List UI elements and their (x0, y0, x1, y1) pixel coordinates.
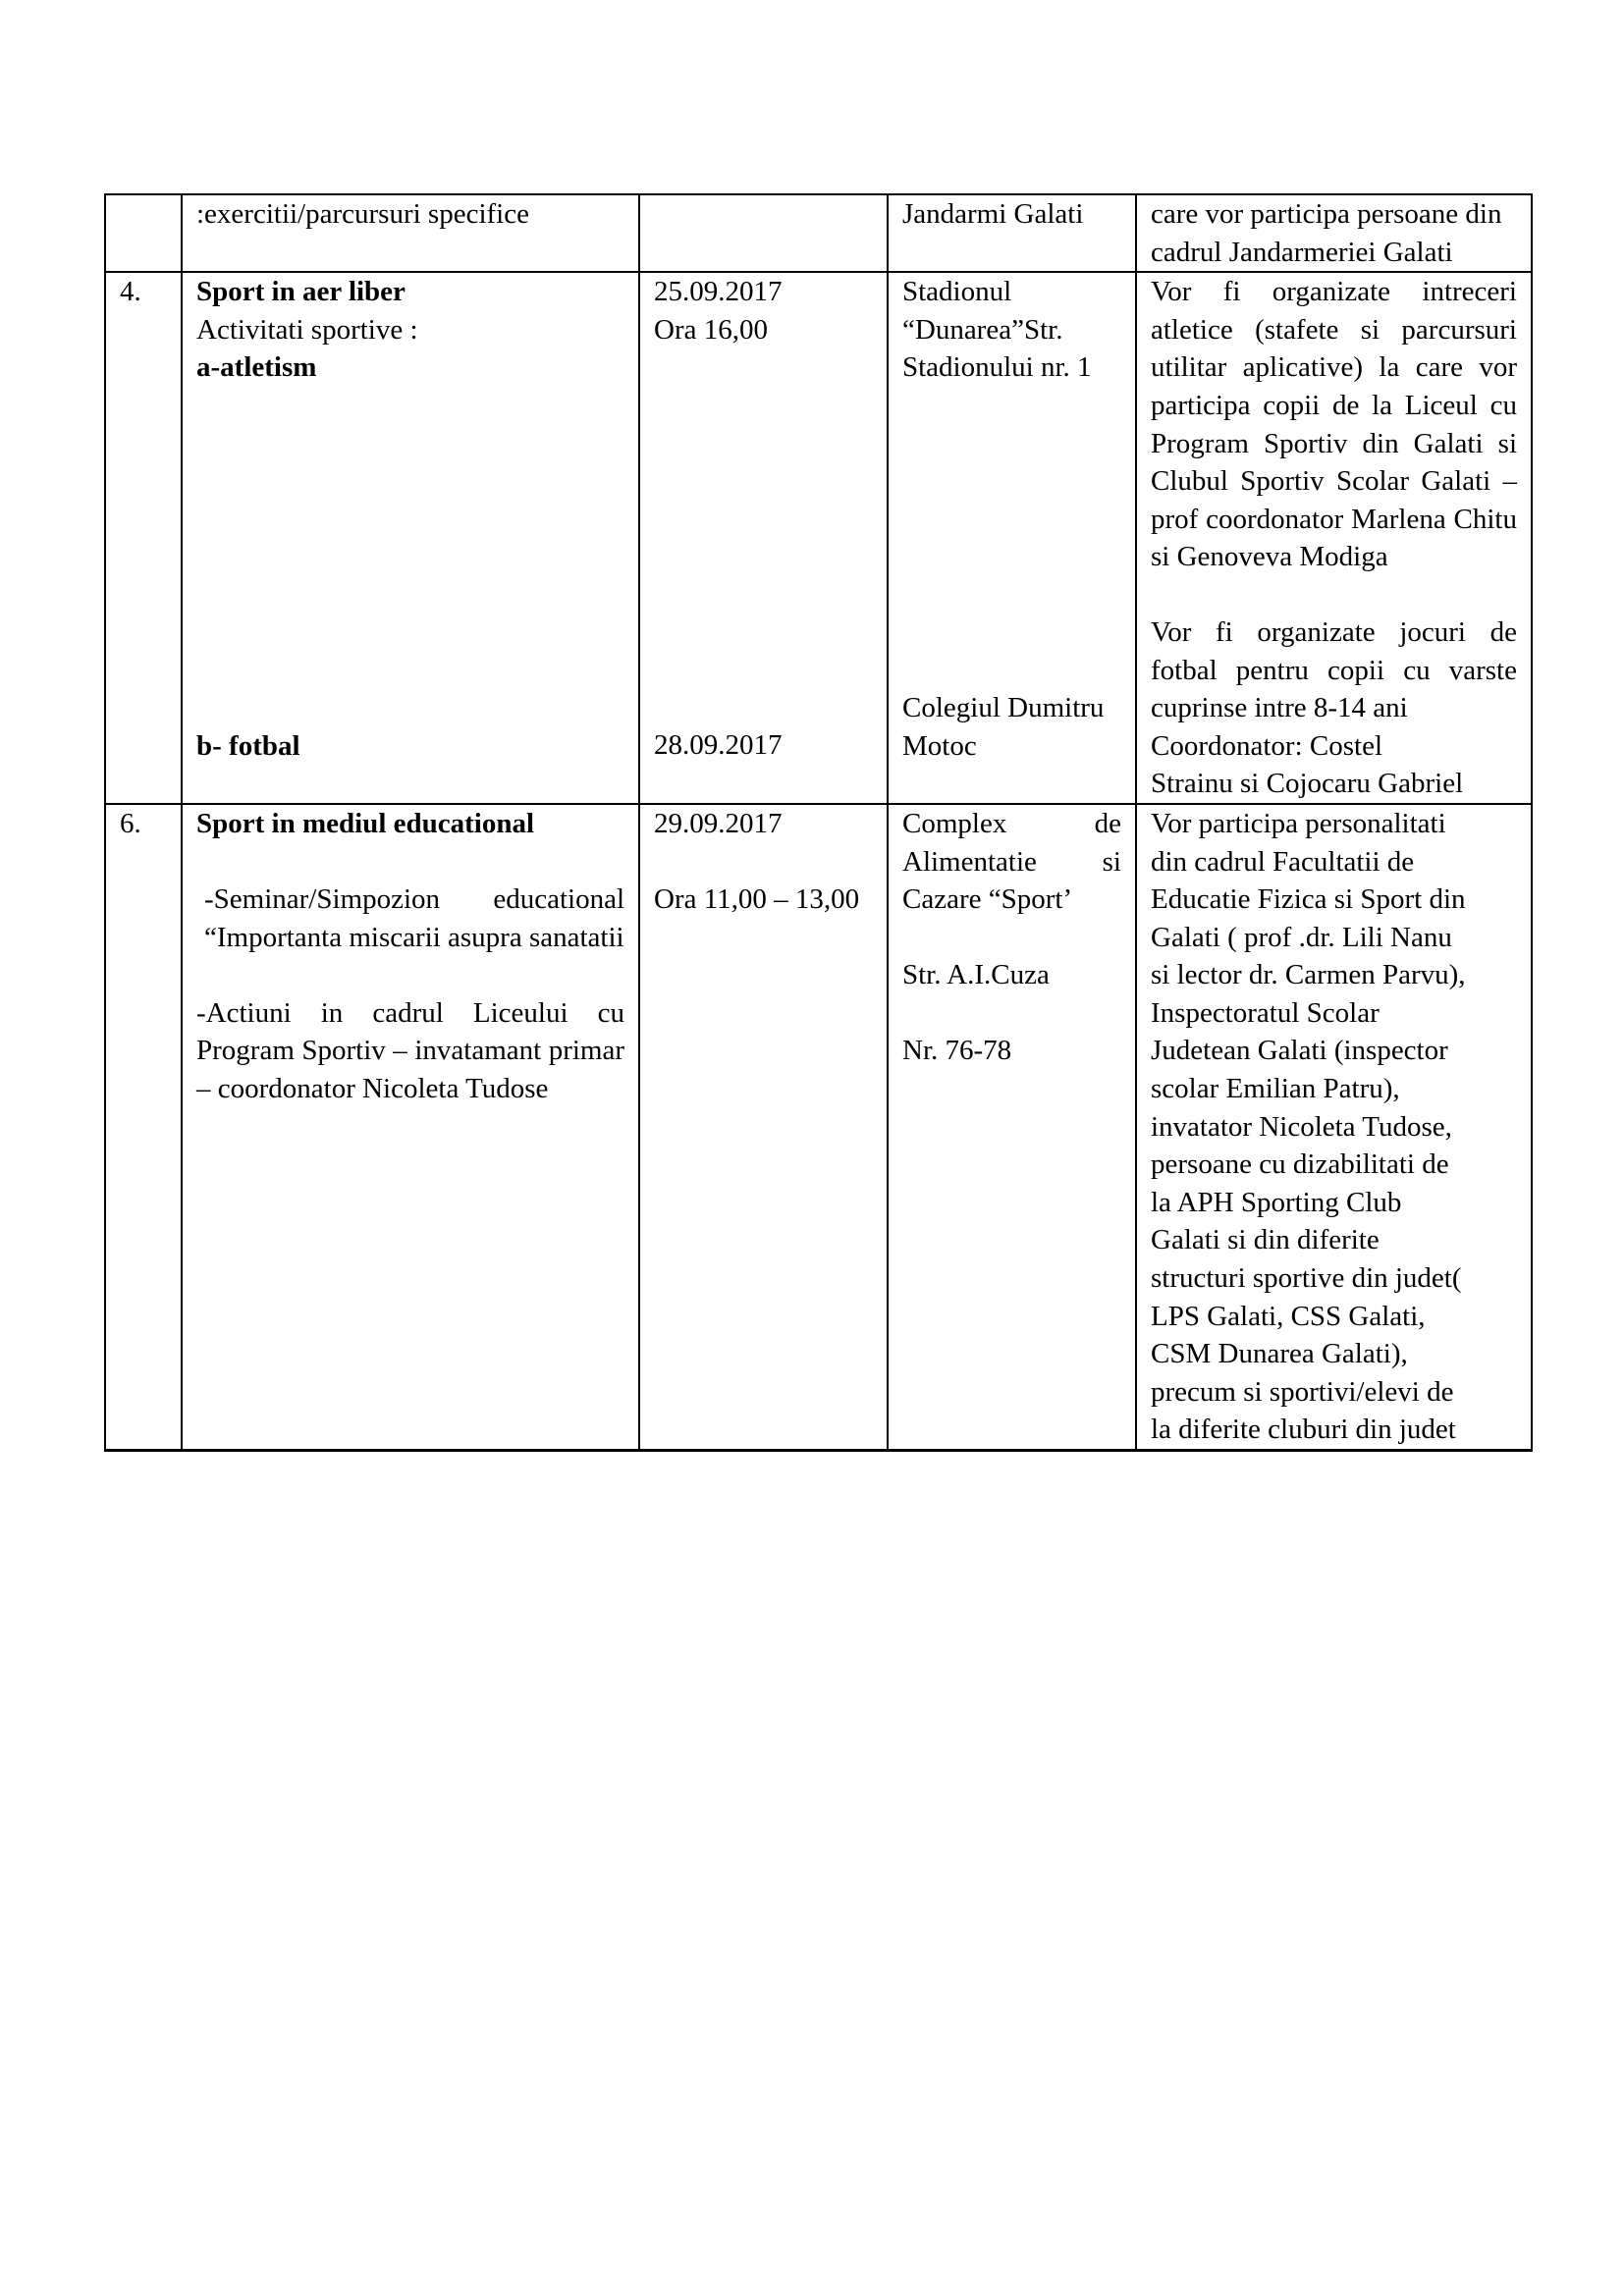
date-cell (639, 194, 888, 272)
description-text: care vor participa persoane din cadrul Jandarmeriei Galati (1151, 198, 1502, 268)
description-line: Vor participa personalitati (1151, 807, 1446, 839)
table-row (105, 194, 1532, 272)
location-cell (888, 804, 1136, 1451)
location-venue: Complex de Alimentatie si Cazare “Sport’ (902, 807, 1121, 916)
activity-cell (182, 804, 639, 1451)
sub-activity-a-label: a-atletism (196, 351, 317, 384)
row-number: 6. (105, 804, 182, 1451)
location-cell (888, 194, 1136, 272)
row-number (105, 194, 182, 272)
coordinator-line-2: Strainu si Cojocaru Gabriel (1151, 768, 1464, 800)
date-cell (639, 272, 888, 804)
spacer (654, 348, 873, 726)
spacer (902, 919, 1121, 957)
activity-text: :exercitii/parcursuri specifice (196, 198, 529, 230)
description-cell (1136, 194, 1532, 272)
coordinator-line-1: Coordonator: Costel (1151, 729, 1383, 762)
location-cell (888, 272, 1136, 804)
date-cell (639, 804, 888, 1451)
description-a: Vor fi organizate intreceri atletice (stafete si parcursuri utilitar aplicative) la care vor participa copii de la Liceul cu Program Sportiv din Galati si Clubul Sportiv Scolar Galati –prof coordonator Marlena Chitu si Genoveva Modiga (1151, 276, 1517, 573)
description-line: la diferite cluburi din judet (1151, 1414, 1456, 1446)
spacer (1151, 576, 1517, 614)
spacer (654, 843, 873, 881)
description-line: LPS Galati, CSS Galati, (1151, 1300, 1426, 1332)
location-street: Str. A.I.Cuza (902, 959, 1050, 991)
description-line: Galati ( prof .dr. Lili Nanu (1151, 921, 1452, 953)
time-text: Ora 11,00 – 13,00 (654, 883, 860, 916)
spacer (196, 387, 624, 727)
table-row (105, 804, 1532, 1451)
sub-activity-b-label: b- fotbal (196, 729, 300, 762)
activity-title: Sport in aer liber (196, 276, 406, 308)
description-cell (1136, 804, 1532, 1451)
date-a: 25.09.2017 (654, 276, 783, 308)
spacer (902, 994, 1121, 1033)
description-line: Judetean Galati (inspector (1151, 1035, 1448, 1067)
date-b: 28.09.2017 (654, 729, 783, 762)
description-line: precum si sportivi/elevi de (1151, 1375, 1454, 1408)
location-a: Stadionul “Dunarea”Str. Stadionului nr. 1 (902, 276, 1092, 384)
description-line: si lector dr. Carmen Parvu), (1151, 959, 1466, 991)
spacer (196, 956, 624, 994)
description-line: Educatie Fizica si Sport din (1151, 883, 1466, 916)
activity-cell (182, 272, 639, 804)
location-number: Nr. 76-78 (902, 1035, 1012, 1067)
description-line: din cadrul Facultatii de (1151, 845, 1415, 878)
spacer (196, 843, 624, 881)
description-line: CSM Dunarea Galati), (1151, 1338, 1408, 1370)
description-line: invatator Nicoleta Tudose, (1151, 1110, 1452, 1143)
activities-table (104, 193, 1533, 1452)
date-text: 29.09.2017 (654, 807, 783, 839)
description-line: scolar Emilian Patru), (1151, 1073, 1400, 1105)
description-cell (1136, 272, 1532, 804)
location-text: Jandarmi Galati (902, 198, 1084, 230)
description-line: Galati si din diferite (1151, 1224, 1380, 1256)
seminar-text: -Seminar/Simpozion educational “Importanta miscarii asupra sanatatii (204, 883, 624, 953)
description-line: Inspectoratul Scolar (1151, 996, 1380, 1029)
time-a: Ora 16,00 (654, 313, 768, 346)
description-line: structuri sportive din judet( (1151, 1262, 1462, 1295)
activity-subtitle: Activitati sportive : (196, 313, 418, 346)
spacer (902, 424, 1121, 689)
location-b: Colegiul Dumitru Motoc (902, 692, 1105, 762)
description-line: la APH Sporting Club (1151, 1186, 1402, 1218)
activity-cell (182, 194, 639, 272)
description-line: persoane cu dizabilitati de (1151, 1148, 1449, 1181)
activity-title: Sport in mediul educational (196, 807, 535, 839)
description-b: Vor fi organizate jocuri de fotbal pentru copii cu varste cuprinse intre 8-14 ani (1151, 615, 1517, 724)
row-number: 4. (105, 272, 182, 804)
actions-text: -Actiuni in cadrul Liceului cu Program Sportiv – invatamant primar – coordonator Nicoleta Tudose (196, 996, 624, 1105)
table-row (105, 272, 1532, 804)
